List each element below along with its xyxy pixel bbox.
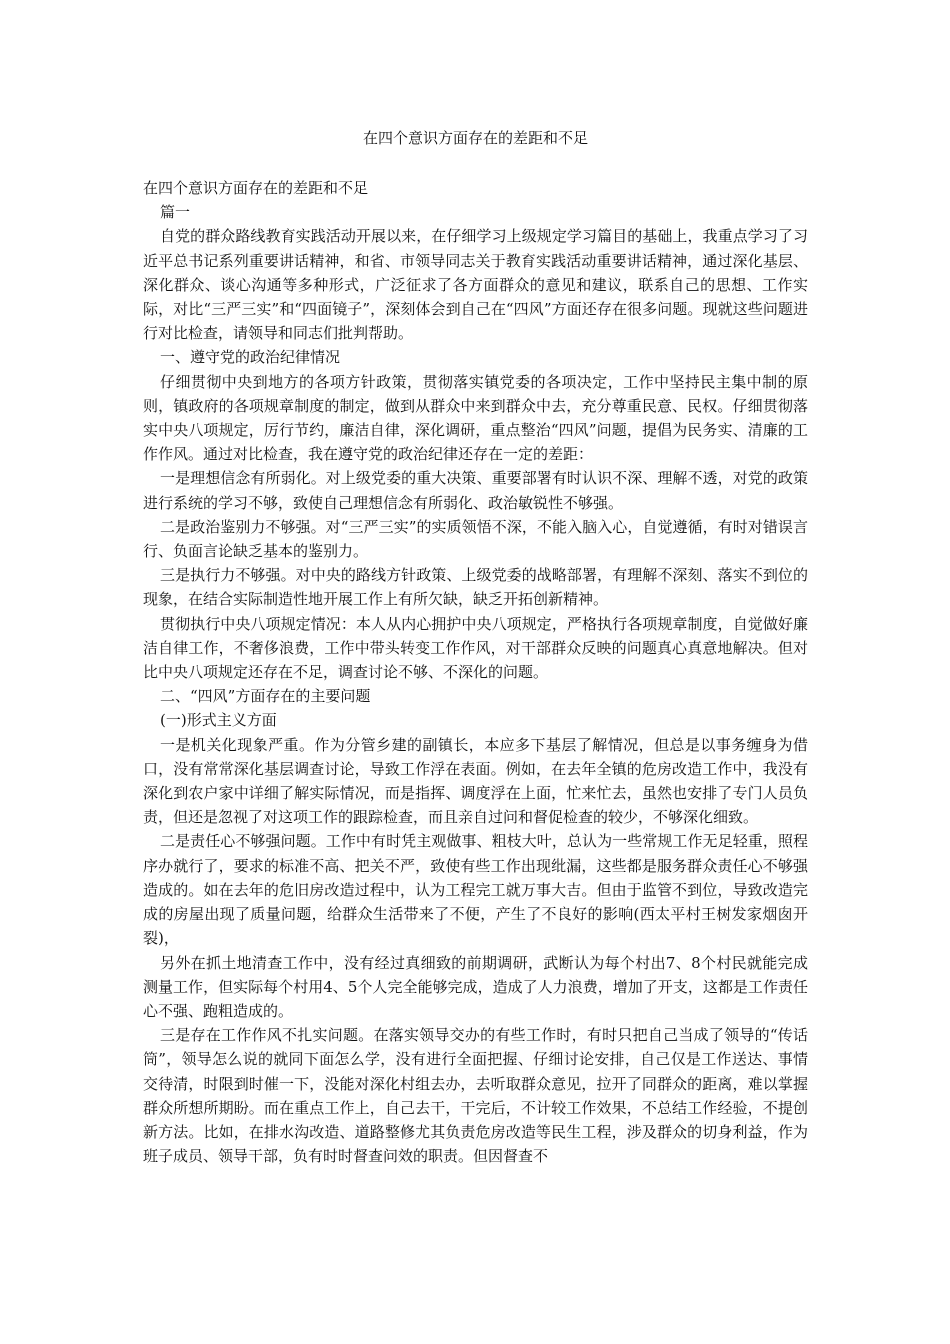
document-title: 在四个意识方面存在的差距和不足 [362,129,588,147]
paragraph: 贯彻执行中央八项规定情况：本人从内心拥护中央八项规定，严格执行各项规章制度，自觉做好廉洁自律工作，不奢侈浪费，工作中带头转变工作作风，对干部群众反映的问题真心真意地解决。但对比中央八项规定还存在不足，调查讨论不够、不深化的问题。 [143,614,808,682]
paragraph: (一)形式主义方面 [160,711,277,730]
paragraph: 二是政治鉴别力不够强。对“三严三实”的实质领悟不深，不能入脑入心，自觉遵循，有时对错误言行、负面言论缺乏基本的鉴别力。 [143,517,808,561]
paragraph: 自党的群众路线教育实践活动开展以来，在仔细学习上级规定学习篇目的基础上，我重点学习了习近平总书记系列重要讲话精神，和省、市领导同志关于教育实践活动重要讲话精神，通过深化基层、深化群众、谈心沟通等多种形式，广泛征求了各方面群众的意见和建议，联系自己的思想、工作实际，对比“三严三实”和“四面镜子”，深刻体会到自己在“四风”方面还存在很多问题。现就这些问题进行对比检查，请领导和同志们批判帮助。 [143,227,808,343]
paragraph: 三是存在工作作风不扎实问题。在落实领导交办的有些工作时，有时只把自己当成了领导的“传话筒”，领导怎么说的就同下面怎么学，没有进行全面把握、仔细讨论安排，自己仅是工作送达、事情交待清，时限到时催一下，没能对深化村组去办，去听取群众意见，拉开了同群众的距离，难以掌握群众所想所期盼。而在重点工作上，自己去干，干完后，不计较工作效果，不总结工作经验，不提创新方法。比如，在排水沟改造、道路整修尤其负责危房改造等民生工程，涉及群众的切身利益，作为班子成员、领导干部，负有时时督查问效的职责。但因督查不 [143,1026,808,1166]
document-heading: 在四个意识方面存在的差距和不足 [143,179,369,197]
paragraph: 篇一 [160,203,191,222]
paragraph: 一是机关化现象严重。作为分管乡建的副镇长，本应多下基层了解情况，但总是以事务缠身为借口，没有常常深化基层调查讨论，导致工作浮在表面。例如，在去年全镇的危房改造工作中，我没有深化到农户家中详细了解实际情况，而是指挥、调度浮在上面，忙来忙去，虽然也安排了专门人员负责，但还是忽视了对这项工作的跟踪检查，而且亲自过问和督促检查的较少，不够深化细致。 [143,735,808,827]
paragraph: 另外在抓土地清查工作中，没有经过真细致的前期调研，武断认为每个村出7、8个村民就能完成测量工作，但实际每个村用4、5个人完全能够完成，造成了人力浪费，增加了开支，这都是工作责任心不强、跑粗造成的。 [143,953,808,1020]
paragraph: 一是理想信念有所弱化。对上级党委的重大决策、重要部署有时认识不深、理解不透，对党的政策进行系统的学习不够，致使自己理想信念有所弱化、政治敏锐性不够强。 [143,469,808,512]
paragraph: 一、遵守党的政治纪律情况 [160,348,341,367]
paragraph: 二是责任心不够强问题。工作中有时凭主观做事、粗枝大叶，总认为一些常规工作无足轻重，照程序办就行了，要求的标准不高、把关不严，致使有些工作出现纰漏，这些都是服务群众责任心不够强造成的。如在去年的危旧房改造过程中，认为工程完工就万事大吉。但由于监管不到位，导致改造完成的房屋出现了质量问题，给群众生活带来了不便，产生了不良好的影响(西太平村王树发家烟囱开裂)， [143,832,808,948]
paragraph: 二、“四风”方面存在的主要问题 [160,687,371,706]
document-body [143,176,808,1168]
paragraph: 仔细贯彻中央到地方的各项方针政策，贯彻落实镇党委的各项决定，工作中坚持民主集中制的原则，镇政府的各项规章制度的制定，做到从群众中来到群众中去，充分尊重民意、民权。仔细贯彻落实中央八项规定，厉行节约，廉洁自律，深化调研，重点整治“四风”问题，提倡为民务实、清廉的工作作风。通过对比检查，我在遵守党的政治纪律还存在一定的差距： [143,372,808,464]
paragraph: 三是执行力不够强。对中央的路线方针政策、上级党委的战略部署，有理解不深刻、落实不到位的现象，在结合实际制造性地开展工作上有所欠缺，缺乏开拓创新精神。 [143,566,808,609]
